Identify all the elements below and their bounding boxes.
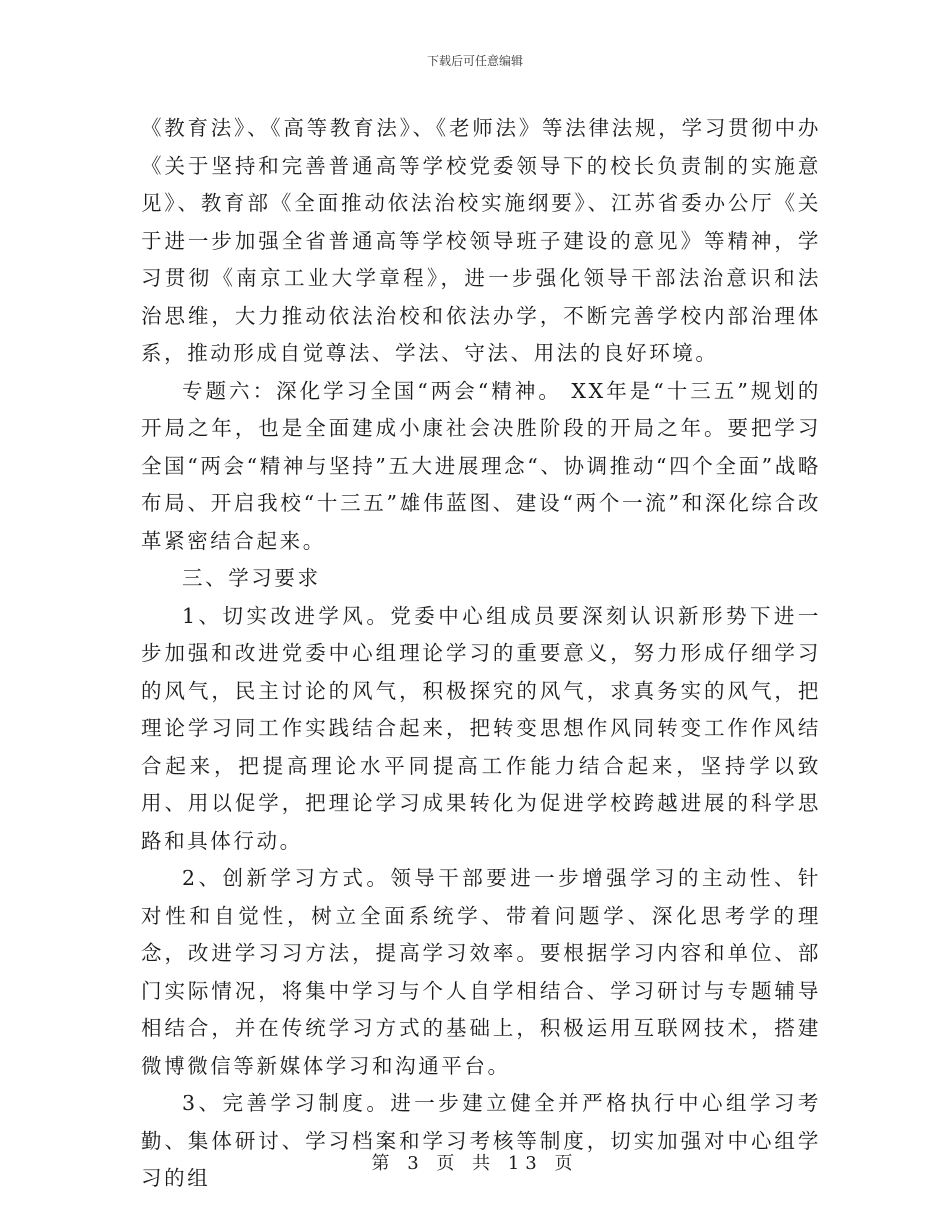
paragraph-topic-six: 专题六：深化学习全国“两会“精神。 XX年是“十三五”规划的开局之年，也是全面建成小康社会决胜阶段的开局之年。要把学习全国“两会“精神与坚持”五大进展理念“、协调推动“四个全面”战略布局、开启我校“十三五”雄伟蓝图、建设“两个一流”和深化综合改革紧密结合起来。 — [141, 378, 821, 553]
document-body — [141, 110, 821, 1198]
paragraph-requirement-1: 1、切实改进学风。党委中心组成员要深刻认识新形势下进一步加强和改进党委中心组理论学习的重要意义，努力形成仔细学习的风气，民主讨论的风气，积极探究的风气，求真务实的风气，把理论学习同工作实践结合起来，把转变思想作风同转变工作作风结合起来，把提高理论水平同提高工作能力结合起来，坚持学以致用、用以促学，把理论学习成果转化为促进学校跨越进展的科学思路和具体行动。 — [141, 603, 821, 853]
paragraph-requirement-2: 2、创新学习方式。领导干部要进一步增强学习的主动性、针对性和自觉性，树立全面系统学、带着问题学、深化思考学的理念，改进学习习方法，提高学习效率。要根据学习内容和单位、部门实际情况，将集中学习与个人自学相结合、学习研讨与专题辅导相结合，并在传统学习方式的基础上，积极运用互联网技术，搭建微博微信等新媒体学习和沟通平台。 — [141, 866, 821, 1078]
paragraph-laws: 《教育法》、《高等教育法》、《老师法》等法律法规，学习贯彻中办《关于坚持和完善普通高等学校党委领导下的校长负责制的实施意见》、教育部《全面推动依法治校实施纲要》、江苏省委办公厅《关于进一步加强全省普通高等学校领导班子建设的意见》等精神，学习贯彻《南京工业大学章程》，进一步强化领导干部法治意识和法治思维，大力推动依法治校和依法办学，不断完善学校内部治理体系，推动形成自觉尊法、学法、守法、用法的良好环境。 — [141, 116, 821, 365]
page-header-note: 下载后可任意编辑 — [426, 54, 523, 68]
paragraph-requirement-3: 3、完善学习制度。进一步建立健全并严格执行中心组学习考勤、集体研讨、学习档案和学习考核等制度，切实加强对中心组学习的组 — [141, 1091, 821, 1190]
section-heading-requirements: 三、学习要求 — [182, 566, 321, 590]
page-number-footer: 第 3 页 共 13 页 — [371, 1153, 579, 1174]
